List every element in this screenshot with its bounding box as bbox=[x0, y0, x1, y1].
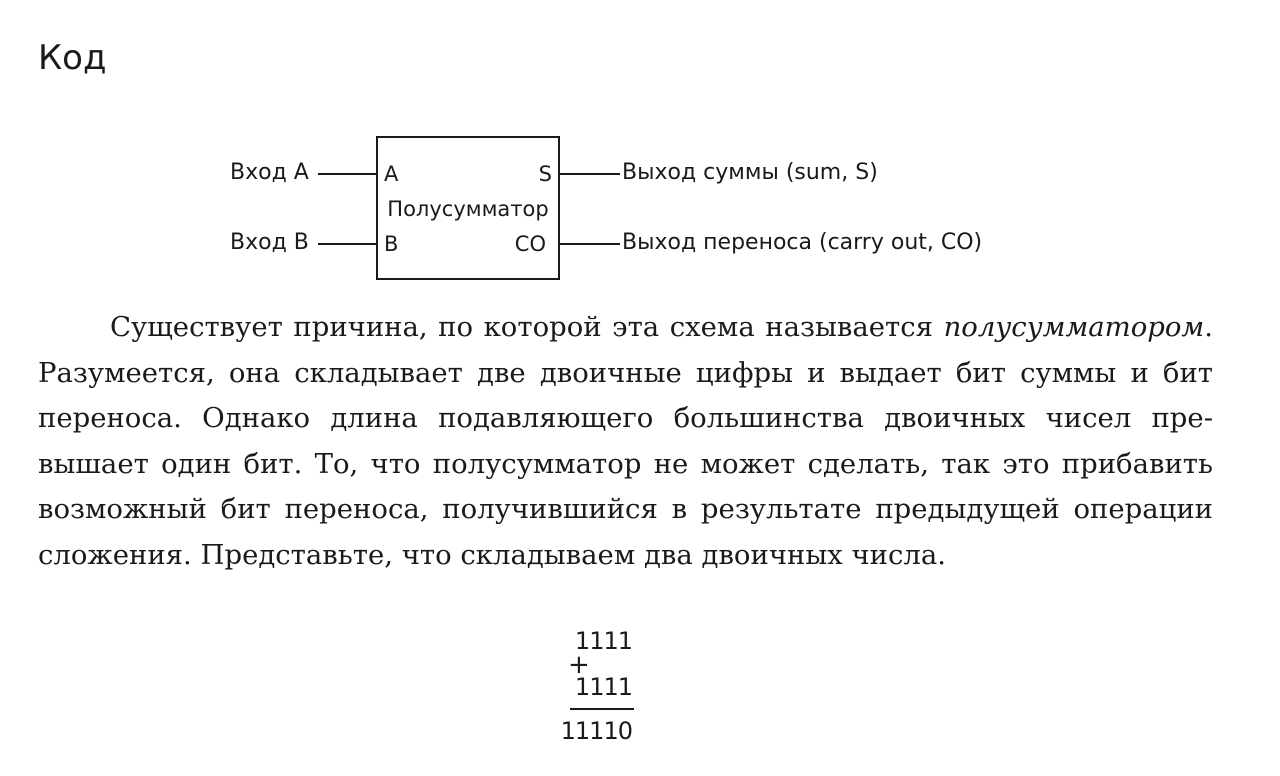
pin-b: B bbox=[384, 232, 399, 256]
paragraph-emphasis: полусумматором bbox=[943, 311, 1205, 343]
body-paragraph bbox=[38, 305, 1213, 578]
paragraph-text-before: Существует причина, по которой эта схема называется bbox=[110, 311, 944, 343]
addition-operand-2: 1111 bbox=[574, 673, 632, 701]
addition-result-line bbox=[570, 708, 634, 710]
pin-co: CO bbox=[514, 232, 546, 256]
input-a-label: Вход A bbox=[230, 160, 309, 185]
input-a-wire bbox=[318, 173, 376, 175]
pin-a: A bbox=[384, 162, 399, 186]
sum-output-label: Выход суммы (sum, S) bbox=[622, 160, 878, 185]
block-title: Полусумматор bbox=[387, 197, 549, 221]
half-adder-block bbox=[376, 136, 560, 280]
paragraph-text-after: . Разумеется, она складывает две двоичные цифры и выдает бит суммы и бит переноса. Однако длина подавляющего большинства двоичных чисел превышает один бит. То, что полусумматор не может сделать, так это прибавить возможный бит переноса, получившийся в результате предыдущей операции сложения. Представьте, что складываем два двоичных числа. bbox=[38, 311, 1213, 571]
pin-s: S bbox=[538, 162, 552, 186]
binary-addition-example bbox=[560, 620, 650, 760]
input-b-label: Вход B bbox=[230, 230, 309, 255]
carry-output-label: Выход переноса (carry out, CO) bbox=[622, 230, 983, 255]
page-title: Код bbox=[38, 38, 107, 78]
carry-output-wire bbox=[560, 243, 620, 245]
sum-output-wire bbox=[560, 173, 620, 175]
addition-result: 11110 bbox=[560, 717, 632, 745]
addition-operand-1: 1111 bbox=[574, 627, 632, 655]
input-b-wire bbox=[318, 243, 376, 245]
half-adder-diagram bbox=[0, 0, 1280, 300]
addition-plus-sign: + bbox=[568, 650, 590, 680]
